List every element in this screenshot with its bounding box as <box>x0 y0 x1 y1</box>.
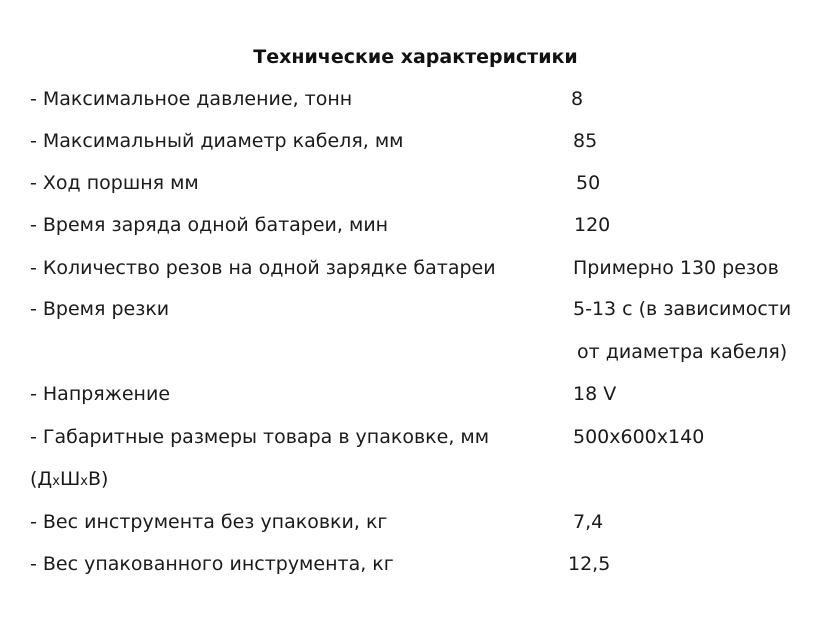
spec-value-max-cable-diameter: 85 <box>573 130 598 152</box>
spec-value-package-dimensions: 500х600х140 <box>573 426 705 448</box>
spec-label-max-cable-diameter: - Максимальный диаметр кабеля, мм <box>30 130 404 152</box>
spec-label-cuts-per-charge: - Количество резов на одной зарядке батареи <box>30 257 496 279</box>
spec-label-package-dimensions-continued: (ДхШхВ) <box>30 468 109 490</box>
spec-value-voltage: 18 V <box>573 383 617 405</box>
spec-label-package-dimensions: - Габаритные размеры товара в упаковке, мм <box>30 426 490 448</box>
spec-value-cutting-time: 5-13 с (в зависимости <box>573 298 792 320</box>
spec-label-packaged-weight: - Вес упакованного инструмента, кг <box>30 553 394 575</box>
spec-value-cutting-time-continued: от диаметра кабеля) <box>577 341 788 363</box>
spec-value-packaged-weight: 12,5 <box>568 553 611 575</box>
spec-value-max-pressure: 8 <box>571 88 584 110</box>
spec-label-max-pressure: - Максимальное давление, тонн <box>30 88 353 110</box>
spec-value-cuts-per-charge: Примерно 130 резов <box>573 257 779 279</box>
spec-label-battery-charge-time: - Время заряда одной батареи, мин <box>30 214 389 236</box>
spec-label-piston-stroke: - Ход поршня мм <box>30 172 199 194</box>
spec-label-voltage: - Напряжение <box>30 383 171 405</box>
page-title: Технические характеристики <box>253 46 578 68</box>
spec-value-piston-stroke: 50 <box>576 172 601 194</box>
spec-value-battery-charge-time: 120 <box>574 214 611 236</box>
spec-label-cutting-time: - Время резки <box>30 298 170 320</box>
spec-label-tool-weight: - Вес инструмента без упаковки, кг <box>30 511 388 533</box>
spec-value-tool-weight: 7,4 <box>573 511 604 533</box>
